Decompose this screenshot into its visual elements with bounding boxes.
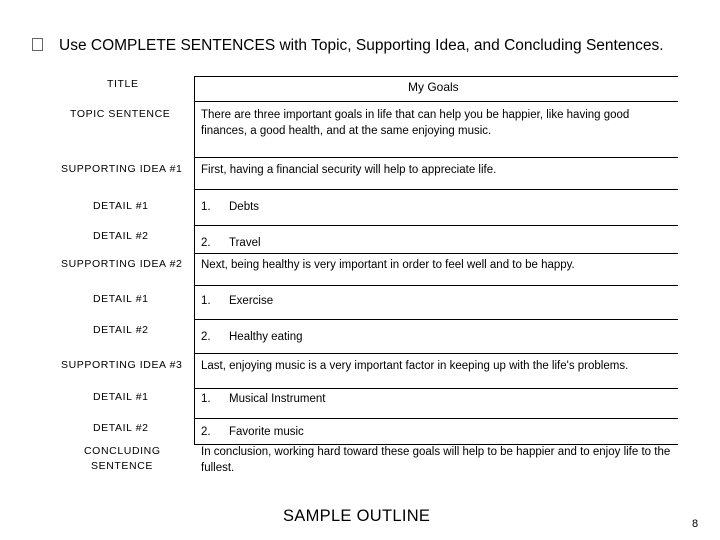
- concluding-sentence-value: In conclusion, working hard toward these goals will help to be happier and to enjoy life to the fullest.: [201, 446, 671, 474]
- table-rule: [194, 101, 678, 102]
- s1-detail-1-label: DETAIL #1: [93, 200, 149, 212]
- s2-detail-2-value: 2. Healthy eating: [201, 331, 303, 343]
- instruction-text: Use COMPLETE SENTENCES with Topic, Supporting Idea, and Concluding Sentences.: [59, 37, 664, 54]
- table-rule: [194, 253, 678, 254]
- table-rule: [194, 76, 678, 77]
- topic-sentence-label: TOPIC SENTENCE: [70, 108, 171, 120]
- supporting-idea-3-label: SUPPORTING IDEA #3: [61, 359, 183, 371]
- s3-detail-1-label: DETAIL #1: [93, 391, 149, 403]
- concluding-sentence-label-line-2: SENTENCE: [91, 460, 153, 472]
- supporting-idea-1-label: SUPPORTING IDEA #1: [61, 163, 183, 175]
- s1-detail-2-value: 2. Travel: [201, 237, 261, 249]
- instruction-line: [32, 37, 664, 55]
- table-rule: [194, 418, 678, 419]
- s1-detail-2-label: DETAIL #2: [93, 230, 149, 242]
- s2-detail-1-value: 1. Exercise: [201, 295, 274, 307]
- table-rule: [194, 225, 678, 226]
- sample-outline-title: SAMPLE OUTLINE: [283, 507, 431, 525]
- s1-detail-1-value: 1. Debts: [201, 201, 260, 213]
- table-rule: [194, 189, 678, 190]
- concluding-sentence-label-line-1: CONCLUDING: [84, 445, 161, 457]
- supporting-idea-1-value: First, having a financial security will help to appreciate life.: [201, 164, 497, 176]
- title-label: TITLE: [107, 78, 139, 90]
- table-rule: [194, 157, 678, 158]
- s2-detail-1-label: DETAIL #1: [93, 293, 149, 305]
- table-rule: [194, 319, 678, 320]
- table-divider-vertical: [194, 76, 195, 445]
- s3-detail-2-label: DETAIL #2: [93, 422, 149, 434]
- title-value: My Goals: [408, 80, 459, 94]
- supporting-idea-3-value: Last, enjoying music is a very important factor in keeping up with the life's problems.: [201, 360, 629, 372]
- s3-detail-1-value: 1. Musical Instrument: [201, 393, 326, 405]
- s2-detail-2-label: DETAIL #2: [93, 324, 149, 336]
- supporting-idea-2-label: SUPPORTING IDEA #2: [61, 258, 183, 270]
- table-rule: [194, 285, 678, 286]
- supporting-idea-2-value: Next, being healthy is very important in order to feel well and to be happy.: [201, 259, 575, 271]
- s3-detail-2-value: 2. Favorite music: [201, 426, 304, 438]
- page-number: 8: [692, 518, 699, 530]
- topic-sentence-value: There are three important goals in life that can help you be happier, like having good finances, a good health, and at the same enjoying music.: [201, 109, 630, 137]
- table-rule: [194, 388, 678, 389]
- table-rule: [194, 353, 678, 354]
- empty-square-bullet-icon: [32, 38, 43, 51]
